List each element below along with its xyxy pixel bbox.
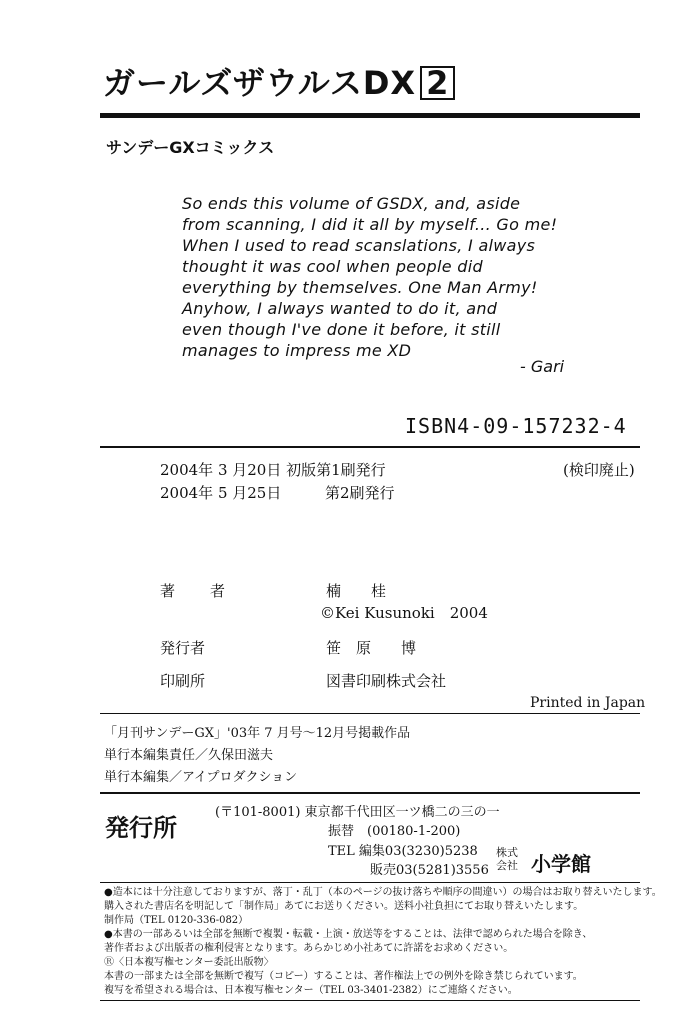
book-title-main: ガールズザウルスDX — [103, 64, 417, 102]
notice-line: 著作者および出版者の権利侵害となります。あらかじめ小社あてに許諾をお求めください。 — [104, 943, 514, 954]
notice-line: 本書の一部または全部を無断で複写（コピー）することは、著作権法上での例外を除き禁じられています。 — [104, 971, 583, 982]
author-name: 楠 桂 — [326, 582, 387, 600]
series-name: サンデーGXコミックス — [106, 138, 275, 157]
printer-label: 印刷所 — [160, 672, 206, 690]
postal-transfer: 振替 (00180-1-200) — [328, 824, 461, 839]
publisher-heading: 発行所 — [105, 813, 177, 842]
note-line: So ends this volume of GSDX, and, aside — [182, 194, 521, 213]
production-credit: 単行本編集／アイプロダクション — [104, 770, 298, 785]
isbn-rule — [100, 446, 640, 448]
volume-number: 2 — [420, 66, 455, 100]
printer-name: 図書印刷株式会社 — [326, 672, 447, 690]
printed-in-japan: Printed in Japan — [530, 695, 646, 711]
serialization-info: 「月刊サンデーGX」'03年 7 月号～12月号掲載作品 — [104, 726, 411, 741]
publisher-address: (〒101-8001) 東京都千代田区一ツ橋二の三の一 — [215, 805, 500, 820]
editor-credit: 単行本編集責任／久保田滋夫 — [104, 748, 274, 763]
notice-line: 複写を希望される場合は、日本複写権センター（TEL 03-3401-2382）にご連絡ください。 — [104, 985, 518, 996]
tel-editorial: TEL 編集03(3230)5238 — [328, 844, 478, 859]
publisher-label: 発行者 — [160, 639, 206, 657]
first-printing: 2004年 3 月20日 初版第1刷発行 — [160, 461, 386, 479]
notice-line: 制作局（TEL 0120-336-082） — [104, 915, 249, 926]
publisher-person: 笹 原 博 — [326, 639, 417, 657]
second-printing-label: 第2刷発行 — [325, 484, 395, 502]
title-rule — [100, 113, 640, 118]
note-signature: - Gari — [520, 357, 565, 376]
note-line: even though I've done it before, it still — [182, 320, 501, 339]
copyright: ©Kei Kusunoki 2004 — [320, 604, 488, 622]
note-line: When I used to read scanslations, I always — [182, 236, 536, 255]
note-line: from scanning, I did it all by myself... Go me! — [182, 215, 558, 234]
publisher-name: 小学館 — [531, 852, 591, 876]
author-label: 著 者 — [160, 582, 236, 600]
note-line: thought it was cool when people did — [182, 257, 483, 276]
note-line: manages to impress me XD — [182, 341, 412, 360]
notice-line: Ⓡ〈日本複写権センター委託出版物〉 — [104, 957, 274, 968]
second-printing-date: 2004年 5 月25日 — [160, 484, 282, 502]
notice-line: ●本書の一部あるいは全部を無断で複製・転載・上演・放送等をすることは、法律で認められた場合を除き、 — [104, 929, 593, 940]
notice-line: ●造本には十分注意しておりますが、落丁・乱丁（本のページの抜け落ちや順序の間違い）の場合はお取り替えいたします。 — [104, 887, 662, 898]
notice-line: 購入された書店名を明記して「制作局」あてにお送りください。送料小社負担にてお取り替えいたします。 — [104, 901, 584, 912]
bottom-rule — [100, 1000, 640, 1001]
tel-sales: 販売03(5281)3556 — [370, 863, 489, 878]
note-line: Anyhow, I always wanted to do it, and — [182, 299, 498, 318]
translator-note — [182, 193, 602, 361]
credits-rule — [100, 713, 640, 714]
note-line: everything by themselves. One Man Army! — [182, 278, 538, 297]
publisher-rule — [100, 882, 640, 883]
book-title — [103, 58, 455, 104]
serial-rule — [100, 792, 640, 794]
kabushiki-kaisha: 株式 会社 — [496, 846, 518, 872]
seal-abolished: (検印廃止) — [563, 461, 635, 479]
isbn: ISBN4-09-157232-4 — [405, 414, 627, 438]
